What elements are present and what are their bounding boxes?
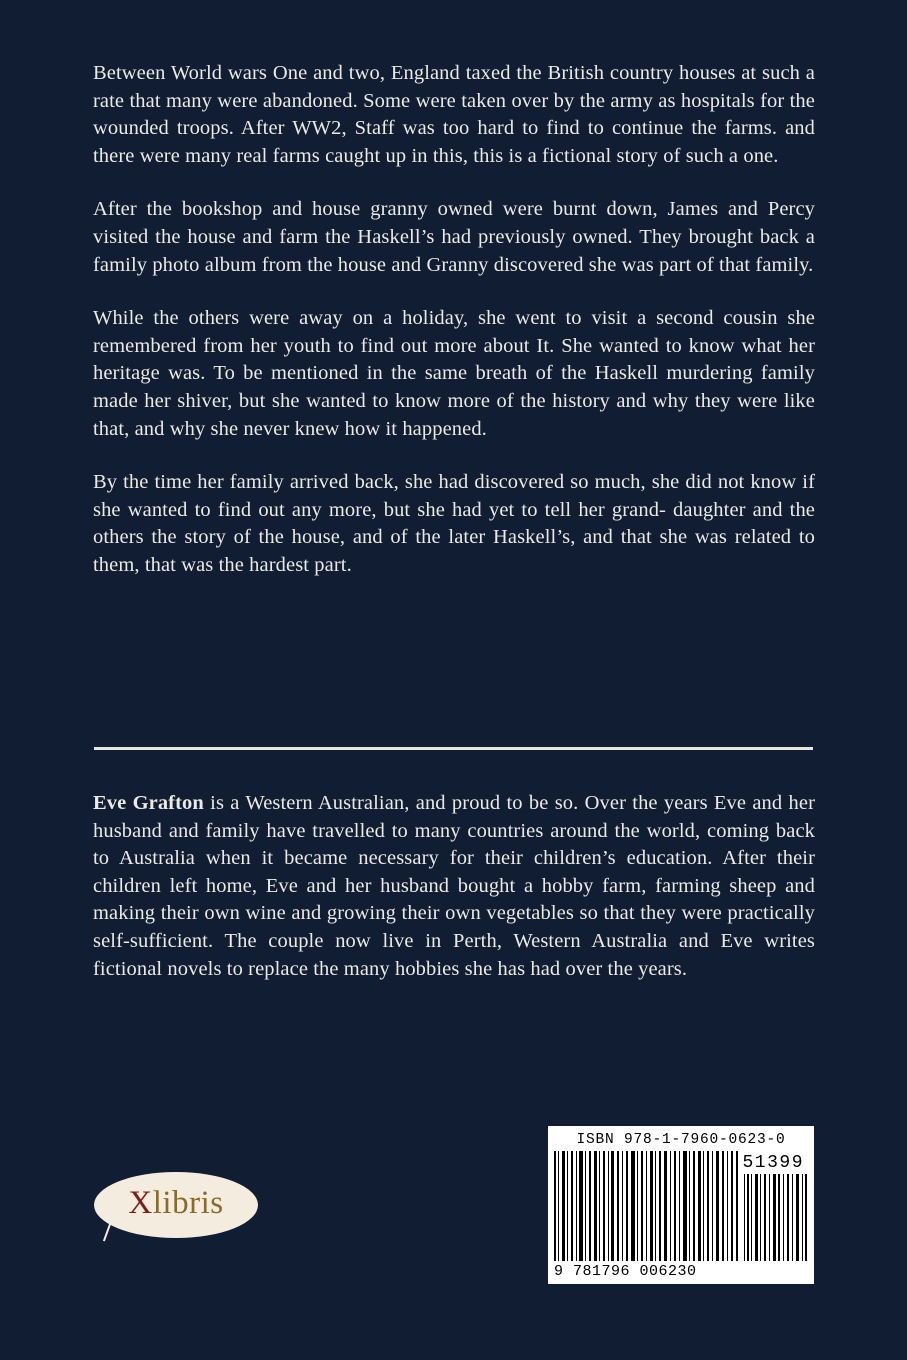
horizontal-divider [94,747,813,750]
ean-digits: 9 781796 006230 [554,1263,697,1280]
blurb-paragraph-4: By the time her family arrived back, she had discovered so much, she did not know if she wanted to find out any more, but she had yet to tell her grand- daughter and the others the story of the house, and of the later Haskell’s, and that she was related to them, that was the hardest part. [93,471,815,576]
ean13-barcode [554,1151,740,1261]
author-bio-paragraph [93,790,815,983]
author-name: Eve Grafton [93,792,204,814]
author-bio-text: is a Western Australian, and proud to be so. Over the years Eve and her husband and family have travelled to many countries around the world, coming back to Australia when it became necessary for their children’s education. After their children left home, Eve and her husband bought a hobby farm, farming sheep and making their own wine and growing their own vegetables so that they were practically self-sufficient. The couple now live in Perth, Western Australia and Eve writes fictional novels to replace the many hobbies she has had over the years. [93,792,815,980]
addon-barcode [744,1174,808,1261]
isbn-label: ISBN 978-1-7960-0623-0 [576,1132,786,1148]
logo-wordmark [94,1185,258,1222]
logo-rest-letters: libris [152,1185,224,1221]
blurb-paragraph-3: While the others were away on a holiday, she went to visit a second cousin she remembered from her youth to find out more about It. She wanted to know what her heritage was. To be mentioned in the same breath of the Haskell murdering family made her shiver, but she wanted to know more of the history and why they were like that, and why she never knew how it happened. [93,307,815,440]
logo-first-letter: X [128,1185,153,1221]
author-bio [93,790,815,983]
barcode-block [548,1126,814,1284]
blurb-paragraph-2: After the bookshop and house granny owned were burnt down, James and Percy visited the house and farm the Haskell’s had previously owned. They brought back a family photo album from the house and Granny discovered she was part of that family. [93,198,815,276]
blurb-paragraph-1: Between World wars One and two, England taxed the British country houses at such a rate that many were abandoned. Some were taken over by the army as hospitals for the wounded troops. After WW2, Staff was too hard to find to continue the farms. and there were many real farms caught up in this, this is a fictional story of such a one. [93,62,815,167]
price-code: 51399 [742,1153,804,1173]
publisher-logo [94,1172,258,1246]
book-blurb [93,60,815,606]
